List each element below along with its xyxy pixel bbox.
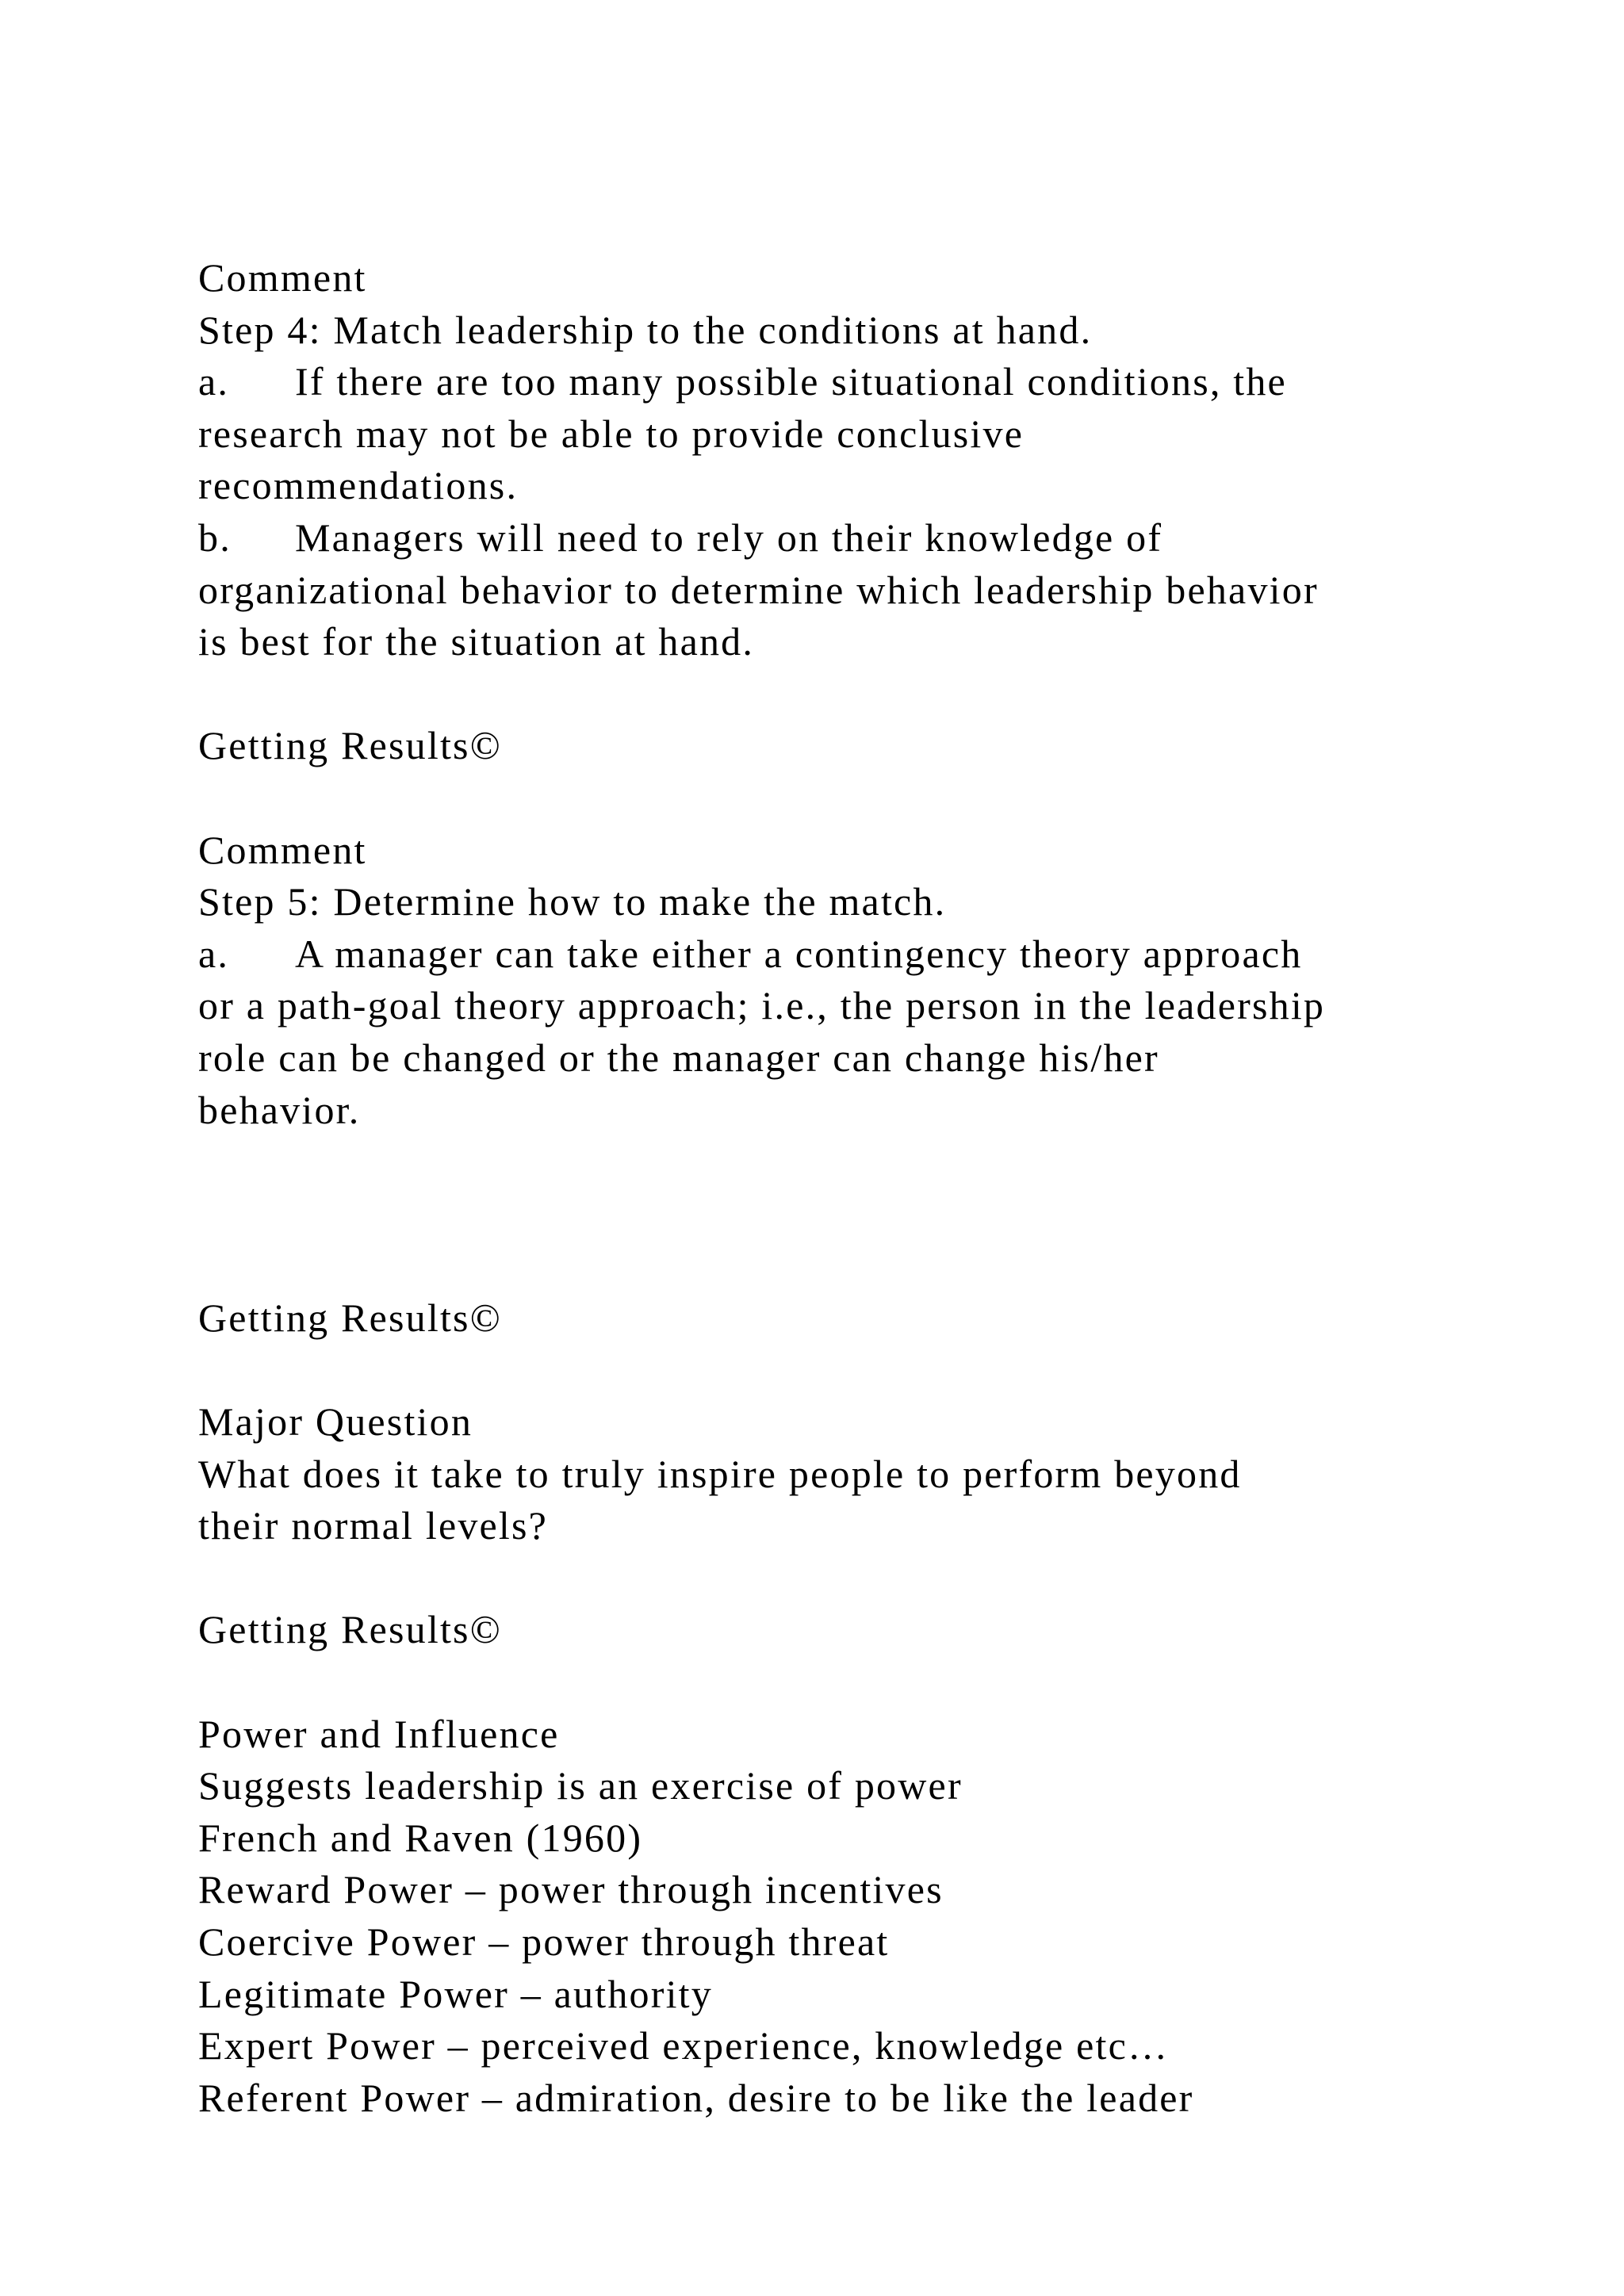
list-item-a (198, 356, 1530, 408)
section-heading: Major Question (198, 1399, 473, 1445)
list-marker: b. (198, 515, 232, 560)
comment-section-step-4 (198, 252, 1530, 668)
list-item-continuation: or a path-goal theory approach; i.e., the person in the leadership (198, 983, 1326, 1028)
list-item-continuation: is best for the situation at hand. (198, 619, 755, 664)
list-item-a (198, 928, 1530, 981)
list-item-continuation: behavior. (198, 1087, 361, 1132)
question-text: their normal levels? (198, 1503, 549, 1548)
list-item-text: A manager can take either a contingency theory approach (295, 931, 1303, 976)
section-heading: Power and Influence (198, 1711, 560, 1756)
list-item: Expert Power – perceived experience, knowledge etc… (198, 2023, 1170, 2068)
list-marker: a. (198, 931, 230, 976)
step-title: Step 5: Determine how to make the match. (198, 879, 947, 924)
list-item: French and Raven (1960) (198, 1815, 643, 1860)
list-item-continuation: research may not be able to provide conclusive (198, 411, 1025, 456)
list-item: Suggests leadership is an exercise of power (198, 1763, 963, 1808)
power-influence-section (198, 1709, 1530, 2125)
section-heading: Comment (198, 255, 367, 300)
section-heading: Comment (198, 827, 367, 872)
list-item-text: If there are too many possible situational conditions, the (295, 359, 1287, 404)
list-item: Coercive Power – power through threat (198, 1919, 890, 1965)
list-item: Referent Power – admiration, desire to be like the leader (198, 2075, 1194, 2120)
major-question-section (198, 1396, 1530, 1552)
list-item-continuation: organizational behavior to determine which leadership behavior (198, 567, 1319, 612)
list-item-text: Managers will need to rely on their knowledge of (295, 515, 1163, 560)
list-item-b (198, 512, 1530, 564)
list-item: Reward Power – power through incentives (198, 1867, 944, 1912)
list-item: Legitimate Power – authority (198, 1971, 713, 2016)
slide-footer: Getting Results© (198, 1607, 502, 1652)
list-marker: a. (198, 359, 230, 404)
question-text: What does it take to truly inspire people to perform beyond (198, 1451, 1242, 1496)
slide-footer: Getting Results© (198, 723, 502, 768)
step-title: Step 4: Match leadership to the conditions at hand. (198, 307, 1093, 352)
list-item-continuation: role can be changed or the manager can change his/her (198, 1035, 1159, 1080)
list-item-continuation: recommendations. (198, 463, 519, 508)
slide-footer: Getting Results© (198, 1295, 502, 1340)
document-body (198, 252, 1530, 2124)
comment-section-step-5 (198, 825, 1530, 1137)
